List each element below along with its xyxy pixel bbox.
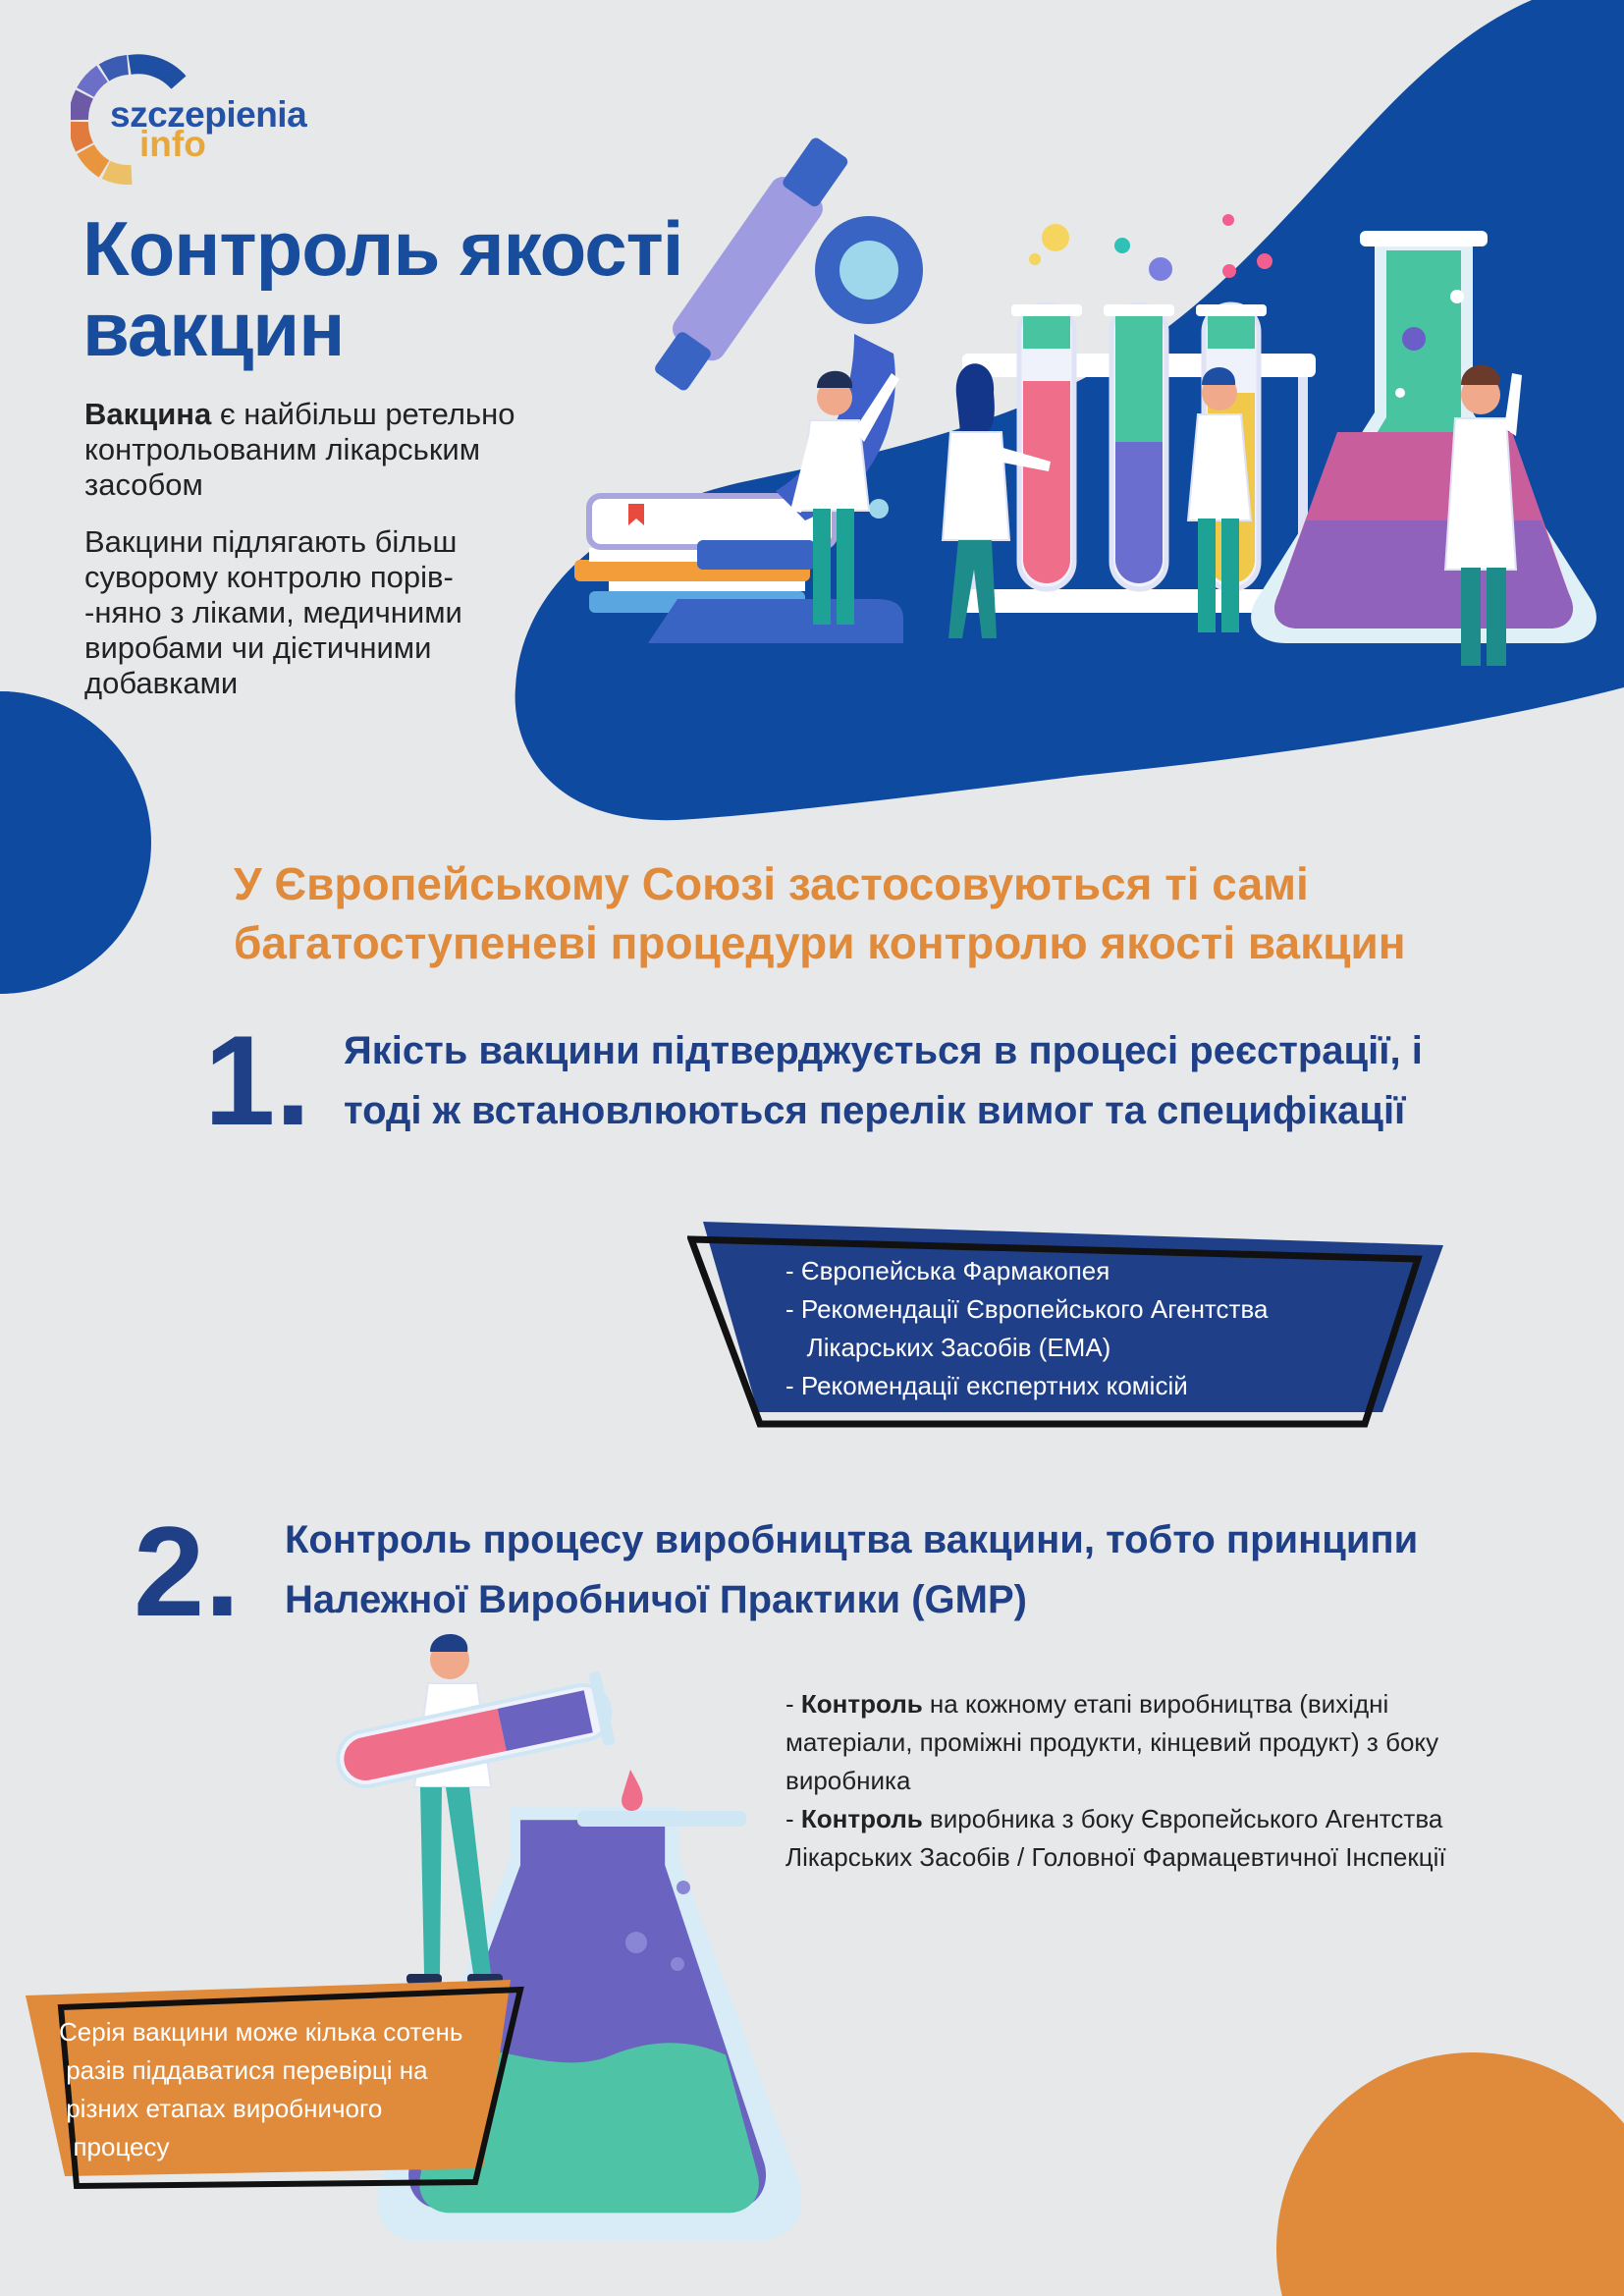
step-1-number: 1. [204,1009,311,1152]
step-2-number: 2. [134,1500,241,1643]
page-title-line1: Контроль якості [82,205,683,292]
step-2-detail-item [785,1685,1512,1800]
step-1-list-item: Лікарських Засобів (EMA) [785,1333,1111,1362]
step-2-title [285,1510,1600,1630]
step-2-details [785,1685,1512,1877]
orange-circle-shape [1276,2052,1624,2296]
eu-heading-line2: багатоступеневі процедури контролю якості вакцин [234,917,1406,968]
step-1-title [344,1021,1620,1141]
detail-bold: Контроль [800,1804,923,1833]
step-1-list-item: - Європейська Фармакопея [785,1256,1110,1285]
step-1-title-line2: тоді ж встановлюються перелік вимог та специфікації [344,1089,1406,1132]
intro-paragraph-1 [84,397,566,503]
note-line: Серія вакцини може кілька сотень [59,2017,463,2047]
step-2-title-line2: Належної Виробничої Практики (GMP) [285,1578,1027,1621]
step-1-title-line1: Якість вакцини підтверджується в процесі реєстрації, і [344,1029,1423,1072]
note-text [59,2013,511,2166]
step-2-detail-item [785,1800,1512,1877]
detail-bold: Контроль [800,1689,923,1719]
detail-prefix: - [785,1689,801,1719]
step-1-list-item: - Рекомендації експертних комісій [785,1371,1188,1400]
step-1-list-item: - Рекомендації Європейського Агентства [785,1294,1269,1324]
intro-p1-rest: є найбільш ретельно контрольованим лікарським засобом [84,397,515,502]
note-line: разів піддаватися перевірці на [59,2055,428,2085]
laboratory-illustration [530,108,1620,678]
intro-paragraph-2: Вакцини підлягають більш суворому контролю порів- -няно з ліками, медичними виробами чи дієтичними добавками [84,524,462,700]
intro-bold: Вакцина [84,397,212,431]
detail-text: на кожному етапі виробництва (вихідні матеріали, проміжні продукти, кінцевий продукт) з боку виробника [785,1689,1439,1795]
page-title-line2: вакцин [82,286,345,372]
note-line: процесу [59,2132,170,2161]
detail-text: виробника з боку Європейського Агентства Лікарських Засобів / Головної Фармацевтичної Інспекції [785,1804,1446,1872]
detail-prefix: - [785,1804,801,1833]
step-1-list [785,1252,1335,1405]
step-2-title-line1: Контроль процесу виробництва вакцини, тобто принципи [285,1518,1419,1561]
eu-heading [234,854,1589,972]
eu-heading-line1: У Європейському Союзі застосовуються ті самі [234,858,1309,909]
logo-sub: info [139,124,206,164]
logo-name: szczepienia [110,94,307,135]
note-line: різних етапах виробничого [59,2094,383,2123]
